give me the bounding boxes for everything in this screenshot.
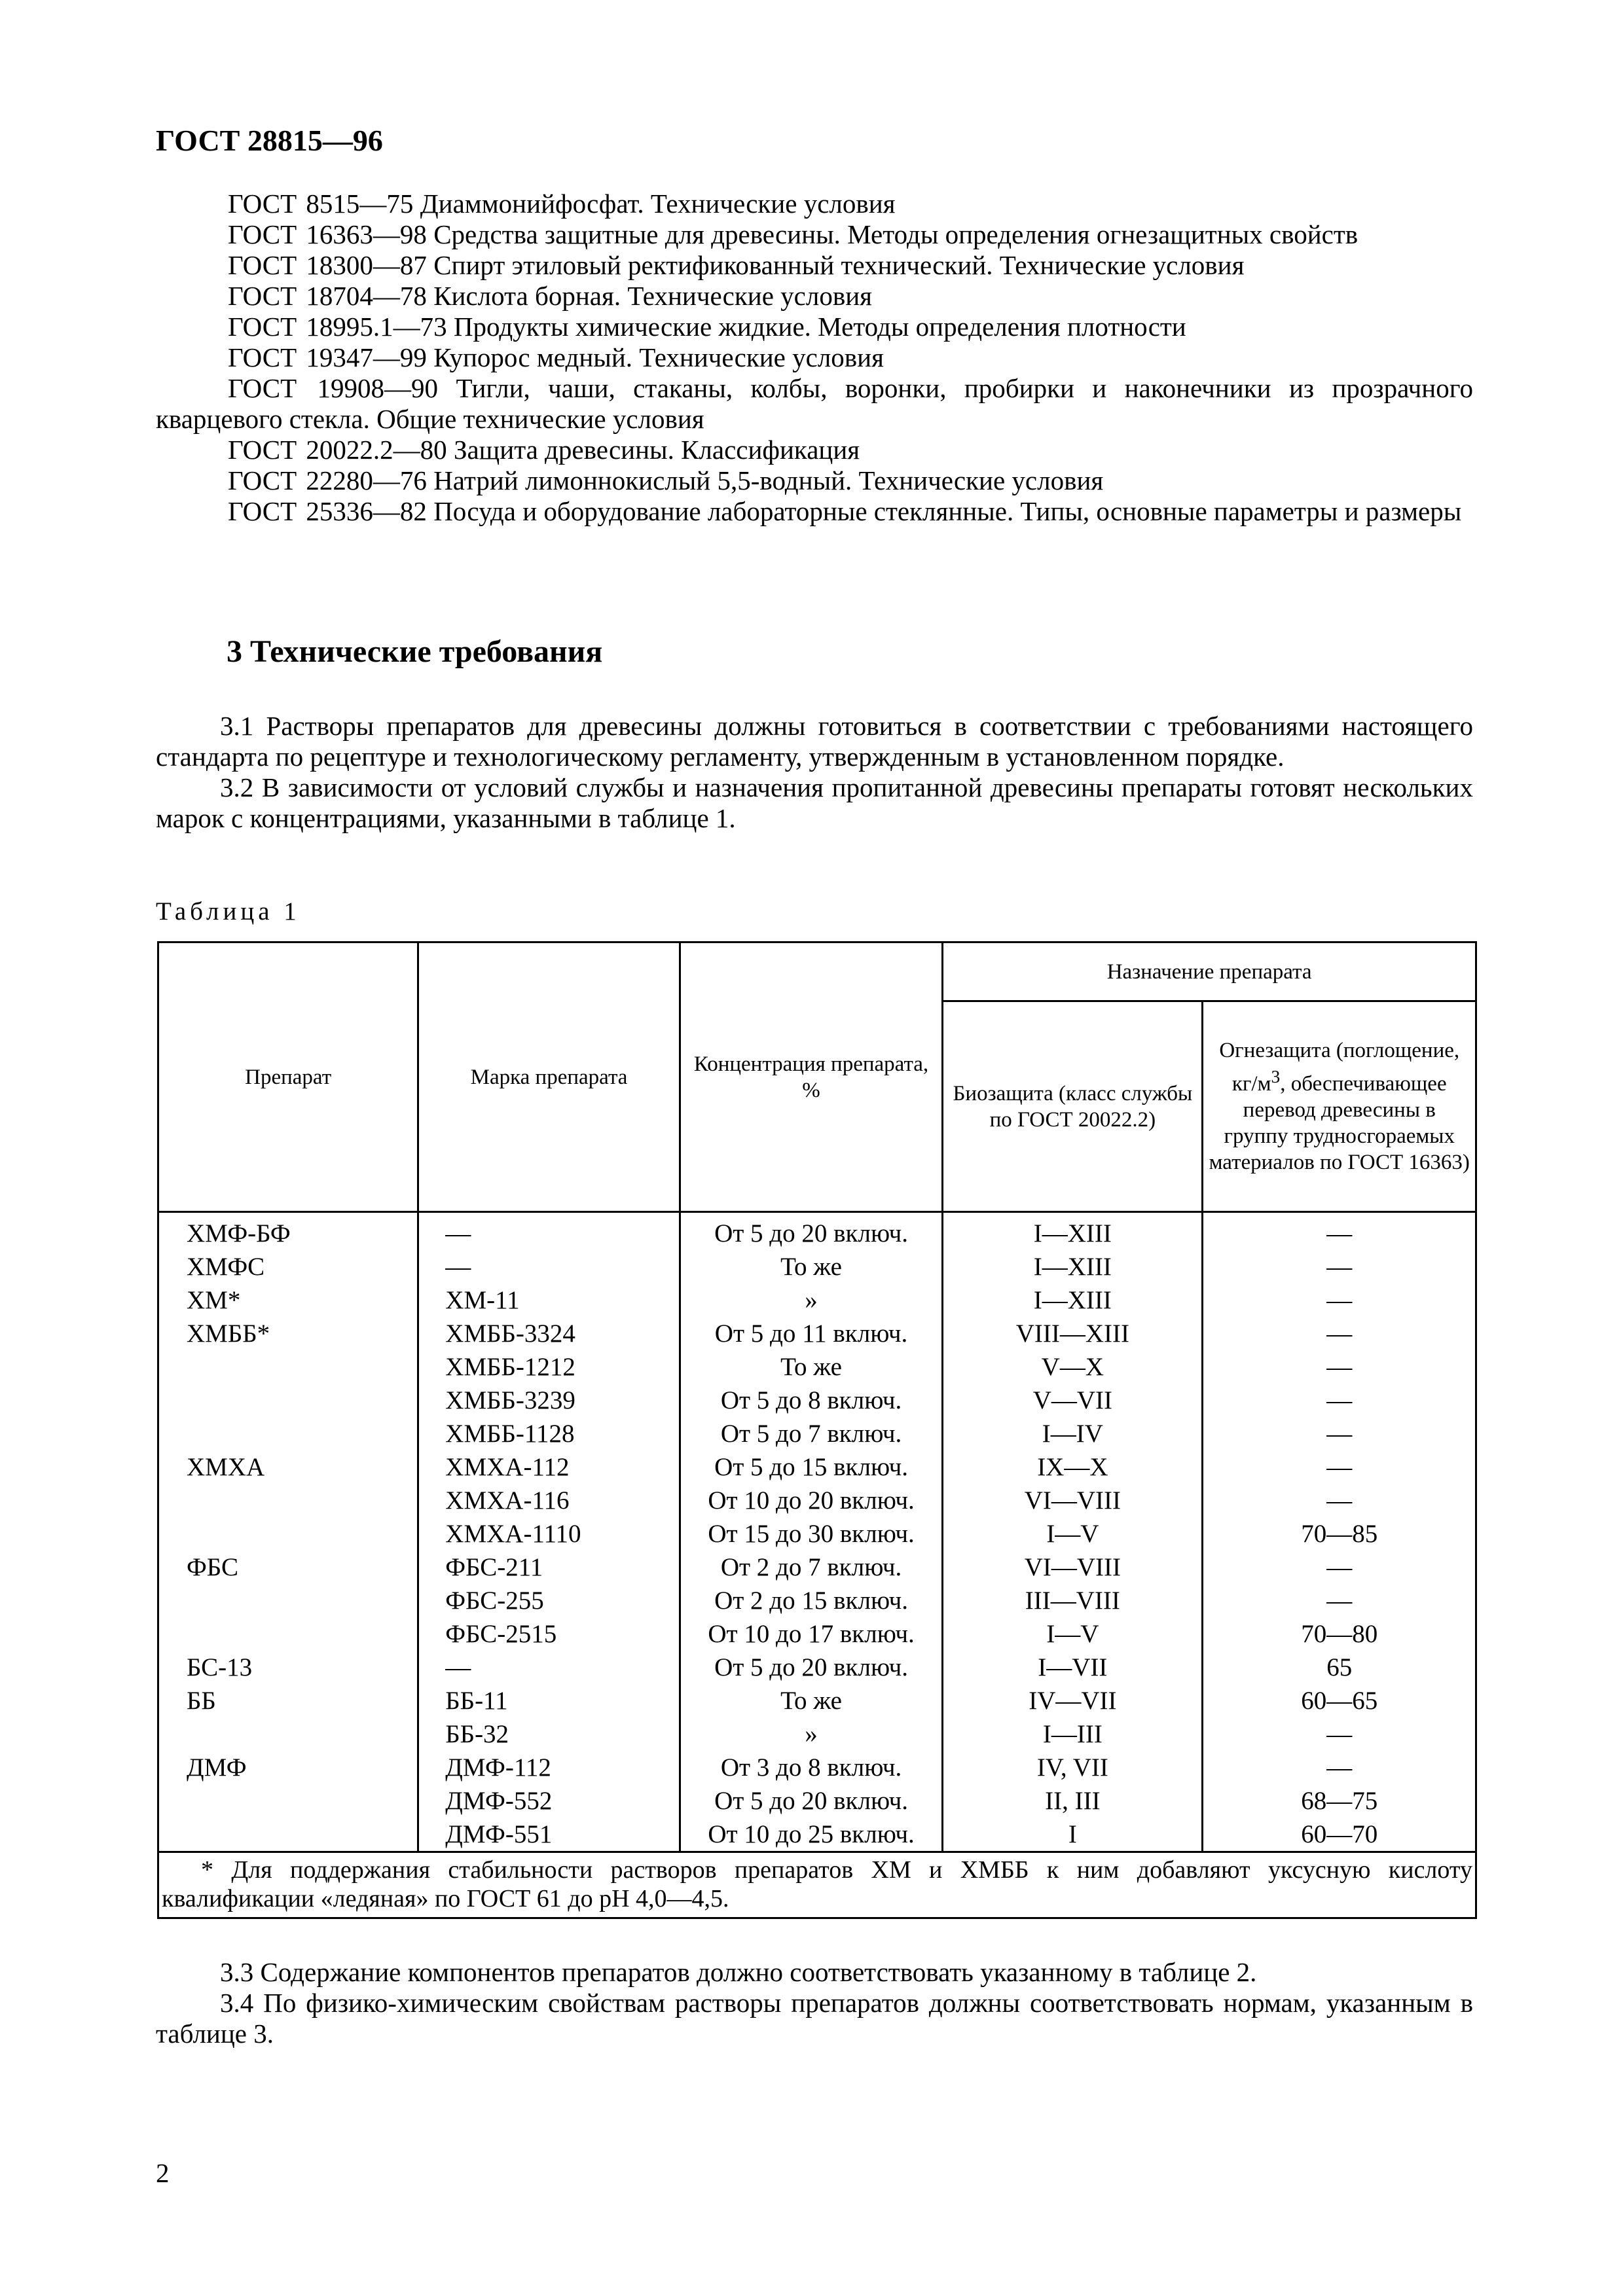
reference-item bbox=[156, 281, 1473, 312]
fire-header-text: Огнезащита (поглощение, кг/м bbox=[1219, 1039, 1460, 1096]
reference-item bbox=[156, 435, 1473, 465]
cell-bio: IX—X bbox=[943, 1450, 1203, 1484]
cell-preparation: БС-13 bbox=[158, 1651, 418, 1684]
cell-fire: — bbox=[1203, 1450, 1476, 1484]
table-row bbox=[158, 1450, 1476, 1484]
cell-concentration: От 15 до 30 включ. bbox=[680, 1517, 942, 1551]
cell-brand: ББ-32 bbox=[418, 1717, 680, 1751]
header-concentration: Концентрация препарата, % bbox=[680, 942, 942, 1212]
cell-brand: ХМББ-3324 bbox=[418, 1317, 680, 1350]
reference-code: ГОСТ 18300—87 bbox=[228, 250, 427, 280]
table-caption: Таблица 1 bbox=[156, 897, 301, 925]
cell-preparation bbox=[158, 1784, 418, 1818]
cell-bio: VIII—XIII bbox=[943, 1317, 1203, 1350]
reference-title: Средства защитные для древесины. Методы определения огнезащитных свойств bbox=[433, 219, 1359, 249]
section-title: 3 Технические требования bbox=[227, 634, 603, 669]
page-number: 2 bbox=[156, 2158, 170, 2188]
cell-preparation: ХМФС bbox=[158, 1250, 418, 1283]
cell-concentration: От 5 до 20 включ. bbox=[680, 1651, 942, 1684]
cell-bio: V—VII bbox=[943, 1384, 1203, 1417]
cell-bio: VI—VIII bbox=[943, 1551, 1203, 1584]
cell-bio: V—X bbox=[943, 1350, 1203, 1384]
table-row bbox=[158, 1283, 1476, 1317]
cell-concentration: От 5 до 15 включ. bbox=[680, 1450, 942, 1484]
reference-title: Купорос медный. Технические условия bbox=[433, 342, 884, 372]
cell-concentration: » bbox=[680, 1283, 942, 1317]
reference-title: Защита древесины. Классификация bbox=[453, 435, 860, 465]
cell-preparation: ФБС bbox=[158, 1551, 418, 1584]
reference-title: Натрий лимоннокислый 5,5-водный. Технические условия bbox=[433, 465, 1104, 495]
cell-preparation: ХМХА bbox=[158, 1450, 418, 1484]
post-table-paragraphs bbox=[156, 1957, 1473, 2049]
cell-bio: I bbox=[943, 1818, 1203, 1852]
cell-preparation bbox=[158, 1350, 418, 1384]
reference-code: ГОСТ 19908—90 bbox=[228, 373, 439, 403]
paragraph: 3.1 Растворы препаратов для древесины должны готовиться в соответствии с требованиями настоящего стандарта по рецептуре и технологическому регламенту, утвержденным в установленном порядке. bbox=[156, 711, 1473, 772]
header-preparation: Препарат bbox=[158, 942, 418, 1212]
cell-preparation bbox=[158, 1484, 418, 1517]
cell-preparation bbox=[158, 1517, 418, 1551]
cell-fire: — bbox=[1203, 1751, 1476, 1784]
cell-bio: I—V bbox=[943, 1617, 1203, 1651]
reference-title: Посуда и оборудование лабораторные стеклянные. Типы, основные параметры и размеры bbox=[433, 496, 1462, 526]
table-row bbox=[158, 1212, 1476, 1251]
cell-concentration: От 10 до 17 включ. bbox=[680, 1617, 942, 1651]
cell-fire: 60—70 bbox=[1203, 1818, 1476, 1852]
cell-fire: 65 bbox=[1203, 1651, 1476, 1684]
cell-preparation bbox=[158, 1717, 418, 1751]
cell-bio: I—XIII bbox=[943, 1283, 1203, 1317]
table-footnote-row bbox=[158, 1852, 1476, 1918]
table-row bbox=[158, 1317, 1476, 1350]
reference-item bbox=[156, 250, 1473, 281]
cell-preparation: ХМФ-БФ bbox=[158, 1212, 418, 1251]
reference-code: ГОСТ 18995.1—73 bbox=[228, 312, 447, 342]
table-row bbox=[158, 1484, 1476, 1517]
header-purpose: Назначение препарата bbox=[943, 942, 1476, 1001]
cell-concentration: » bbox=[680, 1717, 942, 1751]
normative-references bbox=[156, 188, 1473, 527]
cell-fire: — bbox=[1203, 1384, 1476, 1417]
cell-preparation bbox=[158, 1417, 418, 1450]
table-row bbox=[158, 1417, 1476, 1450]
cell-brand: ХМХА-112 bbox=[418, 1450, 680, 1484]
table-1 bbox=[157, 941, 1477, 1919]
cell-preparation bbox=[158, 1617, 418, 1651]
paragraph: 3.2 В зависимости от условий службы и назначения пропитанной древесины препараты готовят нескольких марок с концентрациями, указанными в таблице 1. bbox=[156, 772, 1473, 833]
table-row bbox=[158, 1784, 1476, 1818]
table-row bbox=[158, 1350, 1476, 1384]
cell-preparation bbox=[158, 1818, 418, 1852]
reference-item bbox=[156, 219, 1473, 250]
reference-title: Тигли, чаши, стаканы, колбы, воронки, пробирки и наконечники из прозрачного кварцевого стекла. Общие технические условия bbox=[156, 373, 1474, 434]
cell-fire: — bbox=[1203, 1250, 1476, 1283]
reference-title: Кислота борная. Технические условия bbox=[433, 281, 873, 311]
cell-concentration: От 5 до 20 включ. bbox=[680, 1212, 942, 1251]
cell-concentration: От 2 до 15 включ. bbox=[680, 1584, 942, 1617]
reference-item bbox=[156, 188, 1473, 219]
header-bio-protection: Биозащита (класс службы по ГОСТ 20022.2) bbox=[943, 1001, 1203, 1212]
cell-fire: — bbox=[1203, 1317, 1476, 1350]
section-paragraphs bbox=[156, 711, 1473, 834]
reference-code: ГОСТ 8515—75 bbox=[228, 188, 414, 219]
cell-concentration: От 5 до 11 включ. bbox=[680, 1317, 942, 1350]
cell-preparation: ХМ* bbox=[158, 1283, 418, 1317]
cell-bio: I—XIII bbox=[943, 1212, 1203, 1251]
reference-item bbox=[156, 496, 1473, 527]
cell-bio: I—VII bbox=[943, 1651, 1203, 1684]
cell-brand: ДМФ-552 bbox=[418, 1784, 680, 1818]
cell-preparation bbox=[158, 1384, 418, 1417]
table-row bbox=[158, 1651, 1476, 1684]
table-row bbox=[158, 1384, 1476, 1417]
cell-brand: ДМФ-112 bbox=[418, 1751, 680, 1784]
table-row bbox=[158, 1818, 1476, 1852]
cell-brand: ХМХА-1110 bbox=[418, 1517, 680, 1551]
reference-code: ГОСТ 20022.2—80 bbox=[228, 435, 447, 465]
cell-concentration: То же bbox=[680, 1250, 942, 1283]
header-brand: Марка препарата bbox=[418, 942, 680, 1212]
paragraph: 3.3 Содержание компонентов препаратов должно соответствовать указанному в таблице 2. bbox=[220, 1957, 1257, 1987]
table-row bbox=[158, 1751, 1476, 1784]
cell-fire: — bbox=[1203, 1417, 1476, 1450]
cell-bio: IV, VII bbox=[943, 1751, 1203, 1784]
cell-fire: — bbox=[1203, 1212, 1476, 1251]
cell-concentration: От 5 до 7 включ. bbox=[680, 1417, 942, 1450]
cell-fire: 70—85 bbox=[1203, 1517, 1476, 1551]
cell-bio: I—XIII bbox=[943, 1250, 1203, 1283]
cell-brand: ФБС-211 bbox=[418, 1551, 680, 1584]
cell-brand: ФБС-2515 bbox=[418, 1617, 680, 1651]
reference-code: ГОСТ 19347—99 bbox=[228, 342, 427, 372]
cell-fire: — bbox=[1203, 1717, 1476, 1751]
cell-bio: III—VIII bbox=[943, 1584, 1203, 1617]
reference-item bbox=[156, 373, 1473, 435]
cell-brand: ББ-11 bbox=[418, 1684, 680, 1717]
cell-brand: ХМББ-1212 bbox=[418, 1350, 680, 1384]
cell-brand: ХМББ-1128 bbox=[418, 1417, 680, 1450]
reference-code: ГОСТ 25336—82 bbox=[228, 496, 427, 526]
cell-fire: 60—65 bbox=[1203, 1684, 1476, 1717]
reference-code: ГОСТ 22280—76 bbox=[228, 465, 427, 495]
cell-concentration: То же bbox=[680, 1684, 942, 1717]
cell-preparation bbox=[158, 1584, 418, 1617]
cell-brand: ДМФ-551 bbox=[418, 1818, 680, 1852]
reference-title: Продукты химические жидкие. Методы определения плотности bbox=[453, 312, 1186, 342]
table-row bbox=[158, 1684, 1476, 1717]
cell-concentration: От 5 до 20 включ. bbox=[680, 1784, 942, 1818]
reference-code: ГОСТ 16363—98 bbox=[228, 219, 427, 249]
cell-brand: ХМХА-116 bbox=[418, 1484, 680, 1517]
cell-concentration: От 10 до 25 включ. bbox=[680, 1818, 942, 1852]
cell-concentration: От 5 до 8 включ. bbox=[680, 1384, 942, 1417]
cell-brand: ХМББ-3239 bbox=[418, 1384, 680, 1417]
cell-bio: I—IV bbox=[943, 1417, 1203, 1450]
cell-fire: 70—80 bbox=[1203, 1617, 1476, 1651]
cell-preparation: ДМФ bbox=[158, 1751, 418, 1784]
cell-fire: — bbox=[1203, 1350, 1476, 1384]
paragraph: 3.4 По физико-химическим свойствам растворы препаратов должны соответствовать нормам, указанным в таблице 3. bbox=[156, 1988, 1473, 2049]
cell-preparation: ББ bbox=[158, 1684, 418, 1717]
cell-concentration: От 3 до 8 включ. bbox=[680, 1751, 942, 1784]
cell-bio: I—III bbox=[943, 1717, 1203, 1751]
cell-brand: ФБС-255 bbox=[418, 1584, 680, 1617]
reference-title: Спирт этиловый ректификованный технический. Технические условия bbox=[433, 250, 1245, 280]
cell-fire: — bbox=[1203, 1584, 1476, 1617]
table-row bbox=[158, 1717, 1476, 1751]
cell-fire: — bbox=[1203, 1551, 1476, 1584]
table-row bbox=[158, 1551, 1476, 1584]
reference-item bbox=[156, 342, 1473, 373]
reference-item bbox=[156, 312, 1473, 342]
reference-item bbox=[156, 465, 1473, 496]
table-row bbox=[158, 1517, 1476, 1551]
reference-code: ГОСТ 18704—78 bbox=[228, 281, 427, 311]
cell-fire: — bbox=[1203, 1283, 1476, 1317]
cell-bio: IV—VII bbox=[943, 1684, 1203, 1717]
cell-brand: ХМ-11 bbox=[418, 1283, 680, 1317]
cell-fire: — bbox=[1203, 1484, 1476, 1517]
cell-concentration: От 2 до 7 включ. bbox=[680, 1551, 942, 1584]
header-fire-protection bbox=[1203, 1001, 1476, 1212]
fire-header-text-cont: , обеспечивающее перевод древесины в группу трудносгораемых материалов по ГОСТ 16363) bbox=[1209, 1072, 1470, 1174]
cell-brand: — bbox=[418, 1250, 680, 1283]
cell-concentration: То же bbox=[680, 1350, 942, 1384]
cell-bio: VI—VIII bbox=[943, 1484, 1203, 1517]
cell-fire: 68—75 bbox=[1203, 1784, 1476, 1818]
fire-header-superscript: 3 bbox=[1271, 1066, 1281, 1086]
cell-preparation: ХМББ* bbox=[158, 1317, 418, 1350]
cell-bio: II, III bbox=[943, 1784, 1203, 1818]
cell-concentration: От 10 до 20 включ. bbox=[680, 1484, 942, 1517]
reference-title: Диаммонийфосфат. Технические условия bbox=[420, 188, 896, 219]
cell-brand: — bbox=[418, 1651, 680, 1684]
table-row bbox=[158, 1584, 1476, 1617]
document-header: ГОСТ 28815—96 bbox=[156, 124, 383, 157]
cell-brand: — bbox=[418, 1212, 680, 1251]
table-footnote: * Для поддержания стабильности растворов препаратов ХМ и ХМББ к ним добавляют уксусную кислоту квалификации «ледяная» по ГОСТ 61 до pH 4,0—4,5. bbox=[158, 1852, 1476, 1918]
table-body bbox=[158, 1212, 1476, 1918]
table-row bbox=[158, 1617, 1476, 1651]
table-row bbox=[158, 1250, 1476, 1283]
cell-bio: I—V bbox=[943, 1517, 1203, 1551]
